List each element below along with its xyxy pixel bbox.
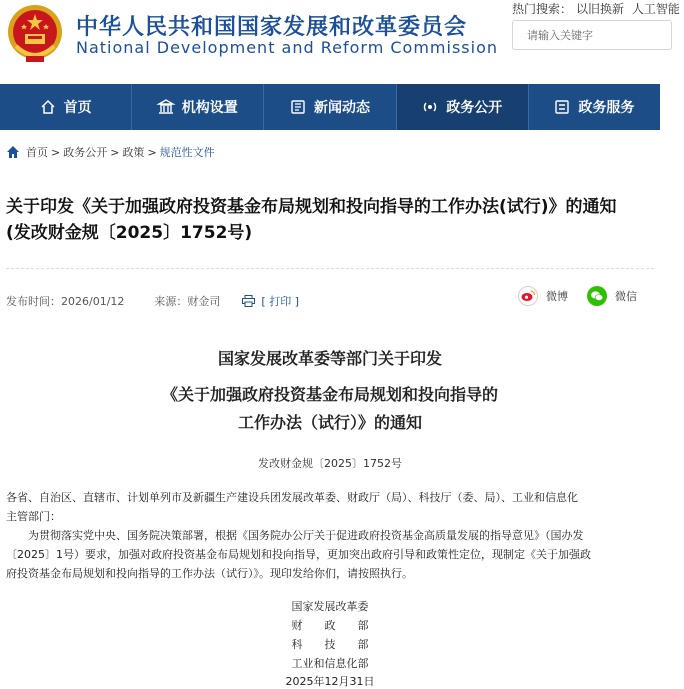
hot-search-label: 热门搜索： <box>512 2 573 16</box>
body-line: 〔2025〕1号）要求，加强对政府投资基金布局规划和投向指导，更加突出政府引导和政策性定位，现制定《关于加强政 <box>6 548 591 561</box>
search-box <box>512 20 672 50</box>
breadcrumb-normative-documents[interactable]: 规范性文件 <box>159 146 215 159</box>
nav-item-label: 政务服务 <box>578 100 635 116</box>
national-emblem-icon[interactable] <box>6 2 64 66</box>
divider <box>6 268 654 269</box>
breadcrumb <box>6 144 215 160</box>
wechat-icon <box>587 286 607 306</box>
nav-item-home[interactable] <box>0 84 132 130</box>
site-name-en[interactable]: National Development and Reform Commission <box>76 38 498 57</box>
breadcrumb-home[interactable]: 首页 <box>26 146 48 159</box>
signer: 财 政 部 <box>291 619 369 632</box>
printer-icon <box>242 295 255 307</box>
publish-label: 发布时间： <box>6 295 61 308</box>
breadcrumb-separator: > <box>51 145 61 159</box>
hot-search <box>512 0 684 17</box>
site-header <box>0 0 680 84</box>
service-icon <box>554 99 570 115</box>
nav-item-services[interactable] <box>529 84 660 130</box>
hot-search-term[interactable]: 以旧换新 <box>576 2 625 16</box>
source-label: 来源： <box>154 295 188 308</box>
publish-date: 2026/01/12 <box>61 294 125 308</box>
search-input[interactable] <box>513 21 653 49</box>
article-meta <box>6 293 299 309</box>
nav-item-organization[interactable] <box>132 84 264 130</box>
document-number: 发改财金规〔2025〕1752号 <box>258 457 402 470</box>
print-button[interactable] <box>242 293 299 309</box>
nav-item-label: 机构设置 <box>181 100 238 116</box>
body-line: 府投资基金布局规划和投向指导的工作办法（试行）》。现印发给你们，请按照执行。 <box>6 567 413 580</box>
recipients-line: 各省、自治区、直辖市、计划单列市及新疆生产建设兵团发展改革委、财政厅（局）、科技厅（委、局）、工业和信息化 <box>6 491 578 504</box>
news-icon <box>290 99 306 115</box>
share-weibo-button[interactable] <box>518 286 568 306</box>
source-value: 财金司 <box>187 295 221 308</box>
nav-item-news[interactable] <box>264 84 396 130</box>
document-heading-line: 国家发展改革委等部门关于印发 <box>217 349 442 368</box>
nav-item-label: 政务公开 <box>446 100 503 116</box>
body-paragraph <box>6 526 656 583</box>
print-label: [ 打印 ] <box>261 295 299 308</box>
breadcrumb-separator: > <box>110 145 120 159</box>
signing-date: 2025年12月31日 <box>285 675 375 688</box>
nav-item-government-affairs[interactable] <box>397 84 529 130</box>
signer: 工业和信息化部 <box>291 657 369 670</box>
recipients-line: 主管部门： <box>6 510 61 523</box>
hot-search-term[interactable]: 人工智能 <box>631 2 680 16</box>
building-icon <box>158 99 174 115</box>
main-nav <box>0 84 660 130</box>
nav-item-label: 新闻动态 <box>314 100 370 116</box>
share-weibo-label: 微博 <box>546 290 568 303</box>
recipients <box>6 488 656 526</box>
breadcrumb-separator: > <box>147 145 157 159</box>
page-title <box>6 194 656 246</box>
share-wechat-button[interactable] <box>587 286 637 306</box>
signer: 国家发展改革委 <box>291 600 369 613</box>
home-icon[interactable] <box>6 145 20 159</box>
site-name-cn[interactable]: 中华人民共和国国家发展和改革委员会 <box>76 15 468 40</box>
signer: 科 技 部 <box>291 638 369 651</box>
nav-item-label: 首页 <box>63 100 92 116</box>
breadcrumb-policy[interactable]: 政策 <box>122 146 145 159</box>
breadcrumb-government-affairs[interactable]: 政务公开 <box>63 146 108 159</box>
page-title-line: (发改财金规〔2025〕1752号) <box>6 223 253 243</box>
document-heading-line: 《关于加强政府投资基金布局规划和投向指导的 <box>161 385 498 404</box>
body-line: 为贯彻落实党中央、国务院决策部署，根据《国务院办公厅关于促进政府投资基金高质量发展的指导意见》（国办发 <box>6 529 584 542</box>
home-icon <box>40 99 56 115</box>
share-wechat-label: 微信 <box>615 290 637 303</box>
broadcast-icon <box>422 99 438 115</box>
document-heading-line: 工作办法（试行）》的通知 <box>237 413 422 432</box>
weibo-icon <box>518 286 538 306</box>
page-title-line: 关于印发《关于加强政府投资基金布局规划和投向指导的工作办法(试行)》的通知 <box>6 197 617 217</box>
